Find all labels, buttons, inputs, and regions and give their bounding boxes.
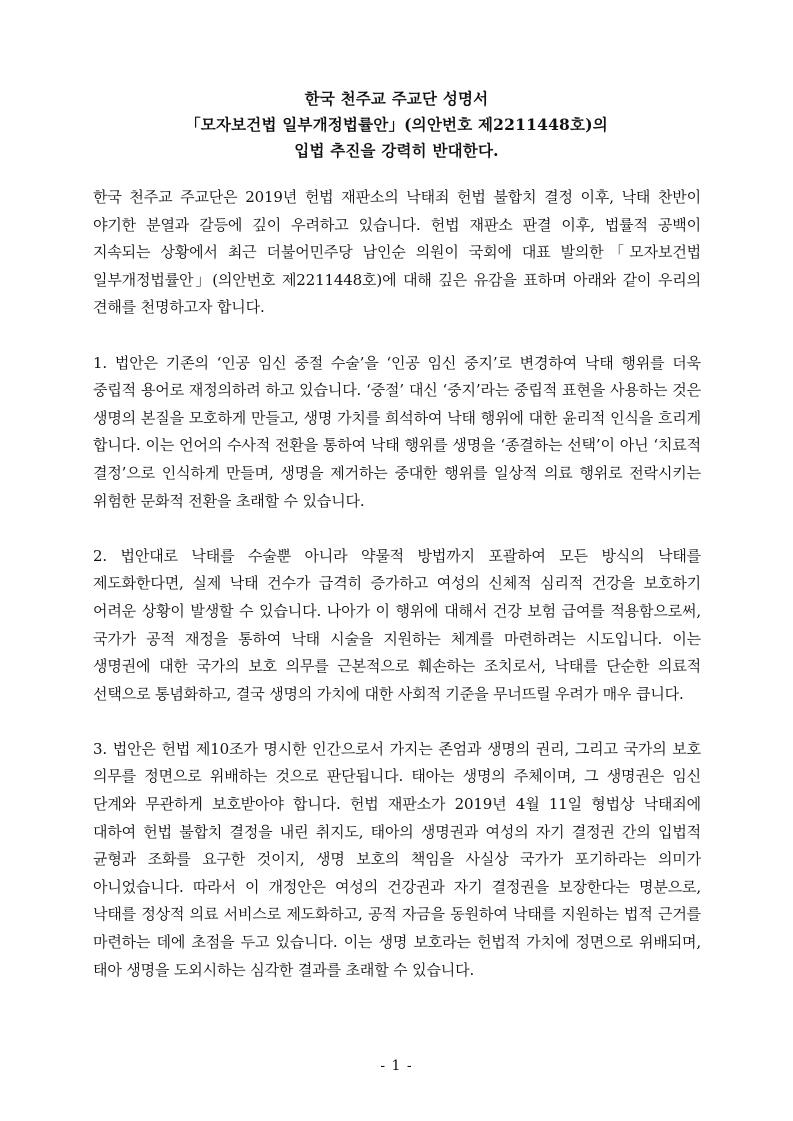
point-1-paragraph: 1. 법안은 기존의 ‘인공 임신 중절 수술’을 ‘인공 임신 중지’로 변경하여 낙태 행위를 더욱 중립적 용어로 재정의하려 하고 있습니다. ‘중절’ 대신 ‘중지’라는 중립적 표현을 사용하는 것은 생명의 본질을 모호하게 만들고, 생명 가치를 희석하여 낙태 행위에 대한 윤리적 인식을 흐리게 합니다. 이는 언어의 수사적 전환을 통하여 낙태 행위를 생명을 ‘종결하는 선택’이 아닌 ‘치료적 결정’으로 인식하게 만들며, 생명을 제거하는 중대한 행위를 일상적 의료 행위로 전락시키는 위험한 문화적 전환을 초래할 수 있습니다. [93,353,701,510]
page-number: - 1 - [380,1058,413,1074]
document-title [0,86,793,164]
title-line: 「모자보건법 일부개정법률안」(의안번호 제2211448호)의 [185,115,608,134]
title-line: 한국 천주교 주교단 성명서 [304,89,489,108]
point-3-paragraph: 3. 법안은 헌법 제10조가 명시한 인간으로서 가지는 존엄과 생명의 권리, 그리고 국가의 보호 의무를 정면으로 위배하는 것으로 판단됩니다. 태아는 생명의 주체이며, 그 생명권은 임신 단계와 무관하게 보호받아야 합니다. 헌법 재판소가 2019년 4월 11일 형법상 낙태죄에 대하여 헌법 불합치 결정을 내린 취지도, 태아의 생명권과 여성의 자기 결정권 간의 입법적 균형과 조화를 요구한 것이지, 생명 보호의 책임을 사실상 국가가 포기하라는 의미가 아니었습니다. 따라서 이 개정안은 여성의 건강권과 자기 결정권을 보장한다는 명분으로, 낙태를 정상적 의료 서비스로 제도화하고, 공적 자금을 동원하여 낙태를 지원하는 법적 근거를 마련하는 데에 초점을 두고 있습니다. 이는 생명 보호라는 헌법적 가치에 정면으로 위배되며, 태아 생명을 도외시하는 심각한 결과를 초래할 수 있습니다. [93,739,701,979]
point-2-paragraph: 2. 법안대로 낙태를 수술뿐 아니라 약물적 방법까지 포괄하여 모든 방식의 낙태를 제도화한다면, 실제 낙태 건수가 급격히 증가하고 여성의 신체적 심리적 건강을 보호하기 어려운 상황이 발생할 수 있습니다. 나아가 이 행위에 대해서 건강 보험 급여를 적용함으로써, 국가가 공적 재정을 통하여 낙태 시술을 지원하는 체계를 마련하려는 시도입니다. 이는 생명권에 대한 국가의 보호 의무를 근본적으로 훼손하는 조치로서, 낙태를 단순한 의료적 선택으로 통념화하고, 결국 생명의 가치에 대한 사회적 기준을 무너뜨릴 우려가 매우 큽니다. [93,546,701,703]
title-line: 입법 추진을 강력히 반대한다. [294,141,499,160]
intro-paragraph: 한국 천주교 주교단은 2019년 헌법 재판소의 낙태죄 헌법 불합치 결정 이후, 낙태 찬반이 야기한 분열과 갈등에 깊이 우려하고 있습니다. 헌법 재판소 판결 이후, 법률적 공백이 지속되는 상황에서 최근 더불어민주당 남인순 의원이 국회에 대표 발의한「모자보건법 일부개정법률안」(의안번호 제2211448호)에 대해 깊은 유감을 표하며 아래와 같이 우리의 견해를 천명하고자 합니다. [93,188,701,317]
document-body [93,184,701,984]
